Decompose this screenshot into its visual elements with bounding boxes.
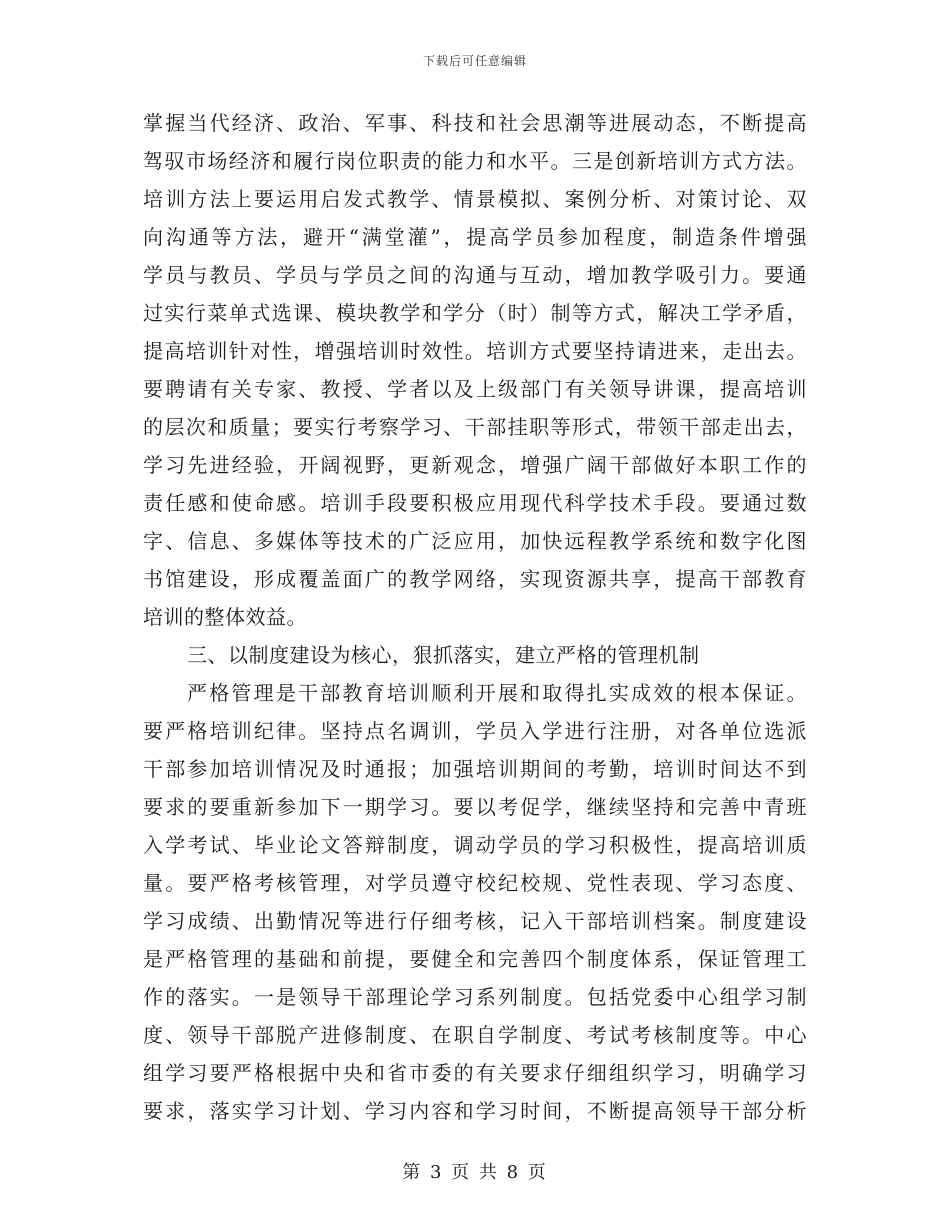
text-line: 字、信息、多媒体等技术的广泛应用，加快远程教学系统和数字化图 [143, 529, 807, 553]
text-line: 书馆建设，形成覆盖面广的教学网络，实现资源共享，提高干部教育 [143, 567, 807, 591]
text-line: 三、以制度建设为核心，狠抓落实，建立严格的管理机制 [187, 643, 700, 667]
text-line: 量。要严格考核管理，对学员遵守校纪校规、党性表现、学习态度、 [143, 871, 807, 895]
text-line: 组学习要严格根据中央和省市委的有关要求仔细组织学习，明确学习 [143, 1061, 807, 1085]
text-line: 向沟通等方法，避开“满堂灌”，提高学员参加程度，制造条件增强 [143, 225, 807, 249]
text-line: 要严格培训纪律。坚持点名调训，学员入学进行注册，对各单位选派 [143, 719, 807, 743]
text-line: 的层次和质量；要实行考察学习、干部挂职等形式，带领干部走出去， [143, 415, 807, 439]
text-line: 度、领导干部脱产进修制度、在职自学制度、考试考核制度等。中心 [143, 1023, 807, 1047]
text-line: 掌握当代经济、政治、军事、科技和社会思潮等进展动态，不断提高 [143, 111, 807, 135]
text-line: 培训方法上要运用启发式教学、情景模拟、案例分析、对策讨论、双 [143, 187, 807, 211]
text-line: 入学考试、毕业论文答辩制度，调动学员的学习积极性，提高培训质 [143, 833, 807, 857]
text-line: 过实行菜单式选课、模块教学和学分（时）制等方式，解决工学矛盾， [143, 301, 807, 325]
text-line: 提高培训针对性，增强培训时效性。培训方式要坚持请进来，走出去。 [143, 339, 807, 363]
page-header: 下载后可任意编辑 [422, 54, 527, 68]
text-line: 要求的要重新参加下一期学习。要以考促学，继续坚持和完善中青班 [143, 795, 807, 819]
text-line: 驾驭市场经济和履行岗位职责的能力和水平。三是创新培训方式方法。 [143, 149, 807, 173]
text-line: 作的落实。一是领导干部理论学习系列制度。包括党委中心组学习制 [143, 985, 807, 1009]
text-line: 责任感和使命感。培训手段要积极应用现代科学技术手段。要通过数 [143, 491, 807, 515]
text-line: 要聘请有关专家、教授、学者以及上级部门有关领导讲课，提高培训 [143, 377, 807, 401]
page-number: 第 3 页 共 8 页 [402, 1162, 548, 1183]
text-line: 是严格管理的基础和前提，要健全和完善四个制度体系，保证管理工 [143, 947, 807, 971]
text-line: 学习成绩、出勤情况等进行仔细考核，记入干部培训档案。制度建设 [143, 909, 807, 933]
text-line: 学习先进经验，开阔视野，更新观念，增强广阔干部做好本职工作的 [143, 453, 807, 477]
text-line: 学员与教员、学员与学员之间的沟通与互动，增加教学吸引力。要通 [143, 263, 807, 287]
text-line: 要求，落实学习计划、学习内容和学习时间，不断提高领导干部分析 [143, 1099, 807, 1123]
document-body [143, 104, 807, 1130]
text-line: 培训的整体效益。 [143, 605, 307, 629]
text-line: 干部参加培训情况及时通报；加强培训期间的考勤，培训时间达不到 [143, 757, 807, 781]
text-line: 严格管理是干部教育培训顺利开展和取得扎实成效的根本保证。 [187, 681, 807, 705]
